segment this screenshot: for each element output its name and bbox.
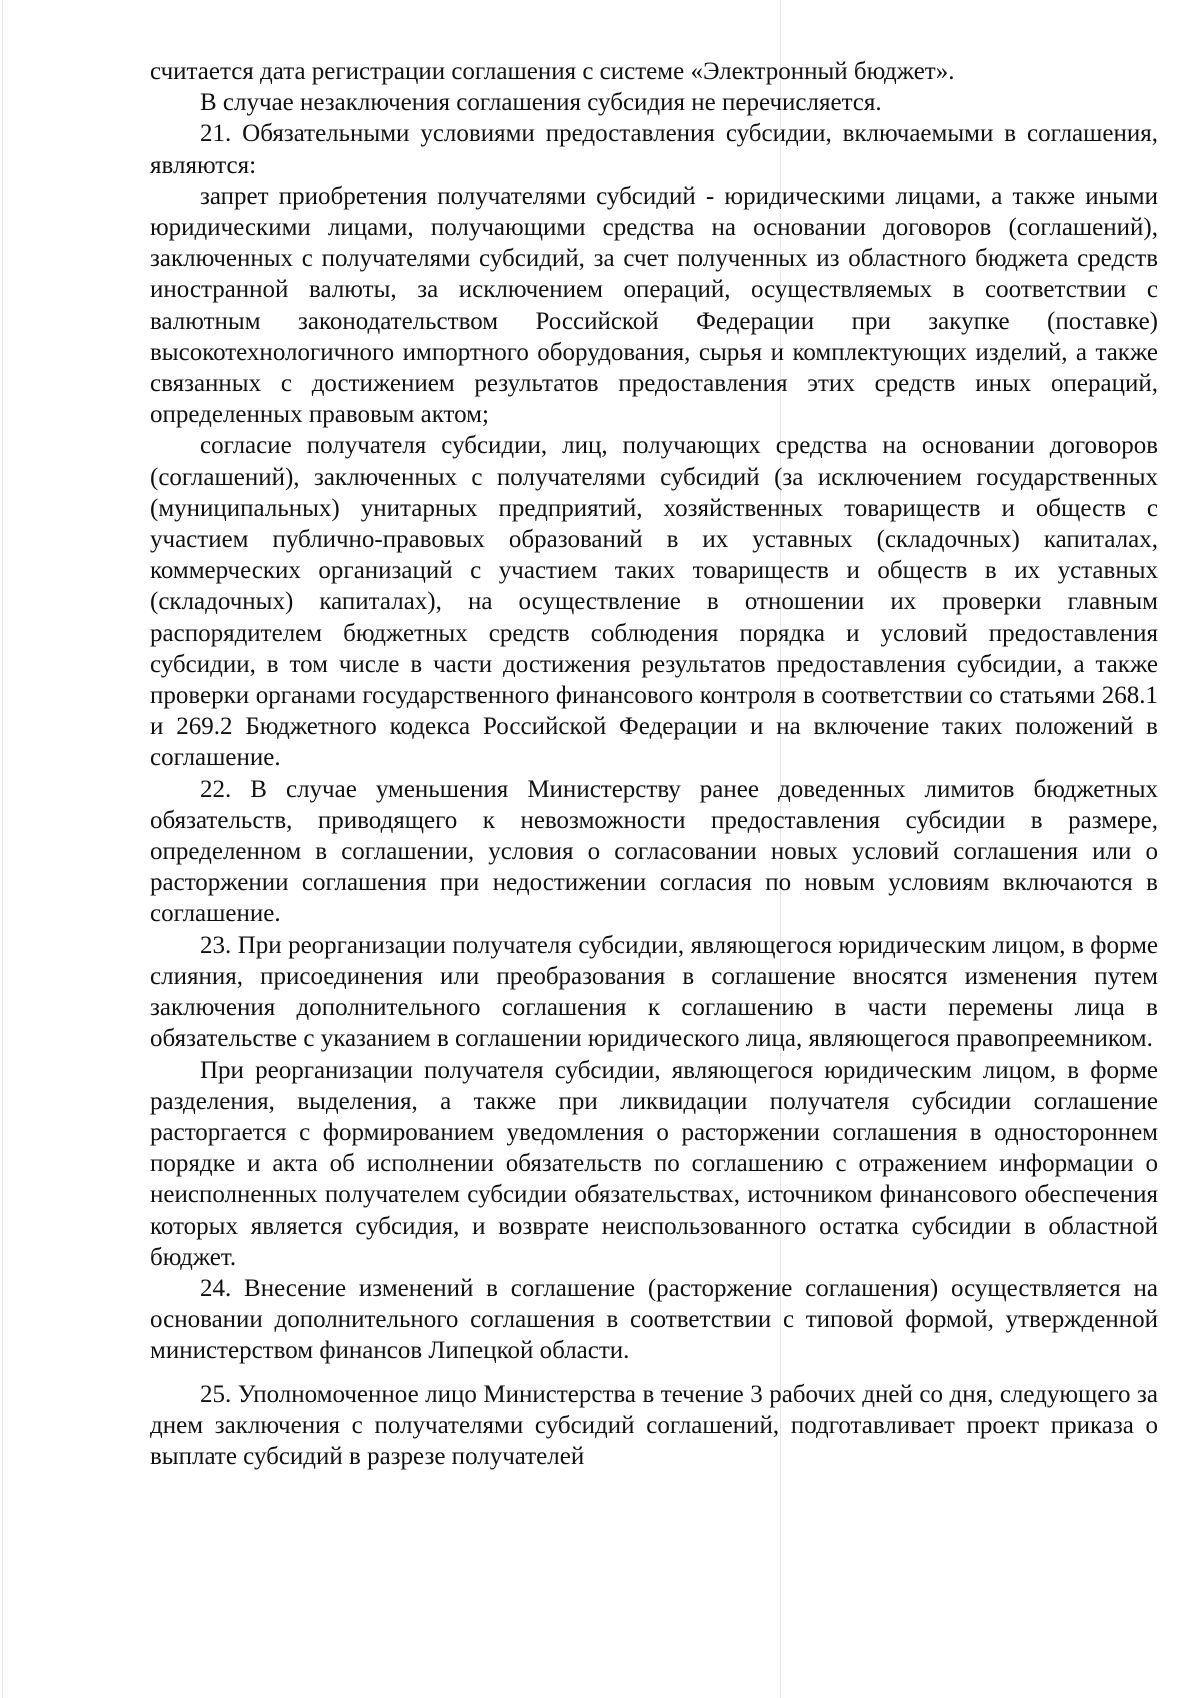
paragraph-item-25: 25. Уполномоченное лицо Министерства в течение 3 рабочих дней со дня, следующего за днем заключения с получателями субсидий соглашений, подготавливает проект приказа о выплате субсидий в разрезе получателей <box>150 1380 1158 1470</box>
paragraph-reorganization: При реорганизации получателя субсидии, являющегося юридическим лицом, в форме разделения, выделения, а также при ликвидации получателя субсидии соглашение расторгается с формированием уведомления о расторжении соглашения в одностороннем порядке и акта об исполнении обязательств по соглашению с отражением информации о неисполненных получателем субсидии обязательствах, источником финансового обеспечения которых является субсидия, и возврате неиспользованного остатка субсидии в областной бюджет. <box>150 1056 1158 1271</box>
paragraph-continuation: считается дата регистрации соглашения с системе «Электронный бюджет». <box>150 58 955 85</box>
paragraph-item-24: 24. Внесение изменений в соглашение (расторжение соглашения) осуществляется на основании дополнительного соглашения в соответствии с типовой формой, утвержденной министерством финансов Липецкой области. <box>150 1274 1158 1365</box>
scan-edge-left <box>2 0 3 1698</box>
paragraph-consent: согласие получателя субсидии, лиц, получающих средства на основании договоров (соглашений), заключенных с получателями субсидий (за исключением государственных (муниципальных) унитарных предприятий, хозяйственных товариществ и обществ с участием публично-правовых образований в их уставных (складочных) капиталах, коммерческих организаций с участием таких товариществ и обществ в их уставных (складочных) капиталах), на осуществление в отношении их проверки главным распорядителем бюджетных средств соблюдения порядка и условий предоставления субсидии, в том числе в части достижения результатов предоставления субсидии, а также проверки органами государственного финансового контроля в соответствии со статьями 268.1 и 269.2 Бюджетного кодекса Российской Федерации и на включение таких положений в соглашение. <box>150 432 1158 772</box>
paragraph-item-23: 23. При реорганизации получателя субсидии, являющегося юридическим лицом, в форме слияния, присоединения или преобразования в соглашение вносятся изменения путем заключения дополнительного соглашения к соглашению в части перемены лица в обязательстве с указанием в соглашении юридического лица, являющегося правопреемником. <box>150 931 1158 1053</box>
paragraph-no-agreement: В случае незаключения соглашения субсидия не перечисляется. <box>200 89 882 117</box>
document-body <box>150 56 1158 1472</box>
paragraph-item-22: 22. В случае уменьшения Министерству ранее доведенных лимитов бюджетных обязательств, приводящего к невозможности предоставления субсидии в размере, определенном в соглашении, условия о согласовании новых условий соглашения или о расторжении соглашения при недостижении согласия по новым условиям включаются в соглашение. <box>150 775 1158 928</box>
paragraph-item-21: 21. Обязательными условиями предоставления субсидии, включаемыми в соглашения, являются: <box>150 120 1158 179</box>
paragraph-currency-ban: запрет приобретения получателями субсидий - юридическими лицами, а также иными юридическими лицами, получающими средства на основании договоров (соглашений), заключенных с получателями субсидий, за счет полученных из областного бюджета средств иностранной валюты, за исключением операций, осуществляемых в соответствии с валютным законодательством Российской Федерации при закупке (поставке) высокотехнологичного импортного оборудования, сырья и комплектующих изделий, а также связанных с достижением результатов предоставления этих средств иных операций, определенных правовым актом; <box>150 182 1158 429</box>
